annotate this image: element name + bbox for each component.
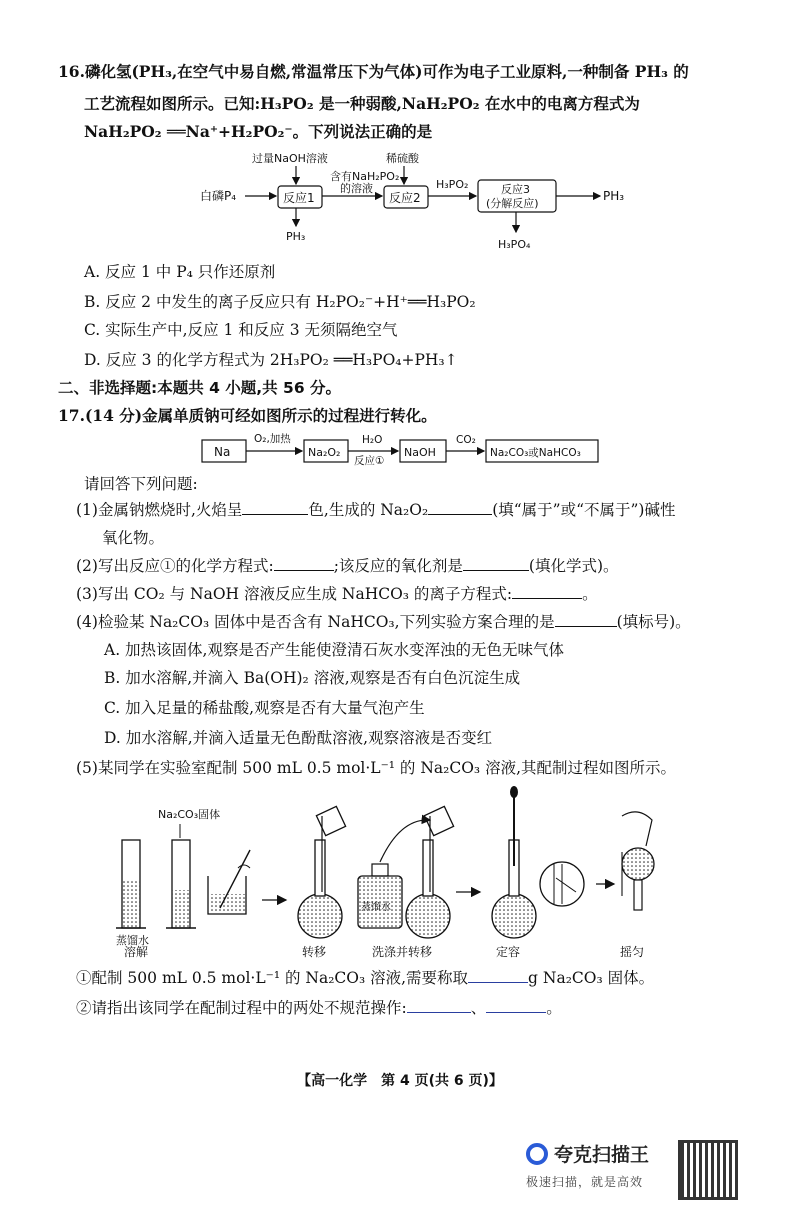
wash-bottle-icon [358, 864, 402, 928]
q16-stem-line2: 工艺流程如图所示。已知:H₃PO₂ 是一种弱酸,NaH₂PO₂ 在水中的电离方程式为 [84, 94, 640, 113]
fig-solid-label: Na₂CO₃固体 [158, 808, 221, 821]
q17-part3: (3)写出 CO₂ 与 NaOH 溶液反应生成 NaHCO₃ 的离子方程式: 。 [76, 585, 598, 603]
q17-part1-cont: 氧化物。 [102, 529, 165, 547]
fig-step-transfer: 转移 [302, 945, 327, 958]
flow-output: PH₃ [603, 189, 625, 203]
flow-byproduct: H₃PO₄ [498, 238, 531, 251]
chain-arrow3-label: CO₂ [456, 434, 476, 446]
chain-final: Na₂CO₃或NaHCO₃ [490, 447, 581, 459]
q17-part4-option-d: D. 加水溶解,并滴入适量无色酚酞溶液,观察溶液是否变红 [104, 729, 493, 747]
answer-blank[interactable] [512, 584, 582, 599]
q17-prompt: 请回答下列问题: [84, 475, 198, 493]
q16-option-a: A. 反应 1 中 P₄ 只作还原剂 [84, 263, 276, 281]
beaker-stir-icon [208, 850, 250, 914]
flow-reagent1: 过量NaOH溶液 [252, 152, 328, 165]
answer-blank[interactable] [274, 556, 334, 571]
q17-part5: (5)某同学在实验室配制 500 mL 0.5 mol·L⁻¹ 的 Na₂CO₃ 溶液,其配制过程如图所示。 [76, 759, 676, 777]
answer-blank[interactable] [242, 500, 308, 515]
q17-part4-option-a: A. 加热该固体,观察是否产生能使澄清石灰水变浑浊的无色无味气体 [104, 641, 564, 659]
fig-step-shake: 摇匀 [620, 945, 645, 958]
fig-step-fix-volume: 定容 [496, 945, 521, 958]
answer-blank[interactable] [468, 968, 528, 983]
answer-blank[interactable] [486, 998, 546, 1013]
q17-chain-diagram [200, 430, 610, 470]
answer-blank[interactable] [428, 500, 492, 515]
scanner-brand: 夸克扫描王 [554, 1144, 650, 1166]
volumetric-flask-icon [406, 806, 454, 938]
answer-blank[interactable] [463, 556, 529, 571]
scanner-slogan: 极速扫描，就是高效 [526, 1175, 644, 1189]
flow-reaction2: 反应2 [389, 191, 421, 205]
q16-option-b: B. 反应 2 中发生的离子反应只有 H₂PO₂⁻+H⁺══H₃PO₂ [84, 293, 476, 311]
qr-code-icon [678, 1140, 738, 1200]
flow-reaction3a: 反应3 [501, 183, 530, 196]
answer-blank[interactable] [407, 998, 471, 1013]
volumetric-flask-icon [492, 786, 536, 938]
fig-water-label: 蒸馏水 [116, 934, 149, 947]
scanner-logo-icon [526, 1143, 548, 1165]
chain-na2o2: Na₂O₂ [308, 446, 341, 459]
flow-reagent2: 稀硫酸 [386, 152, 419, 165]
chain-arrow2-bottom: 反应① [354, 455, 385, 467]
q16-flow-diagram [190, 148, 670, 258]
flow-mid1a: 含有NaH₂PO₂ [330, 170, 400, 183]
flow-reaction3b: (分解反应) [486, 197, 539, 210]
graduated-cylinder-icon [116, 840, 146, 928]
chain-arrow2-top: H₂O [362, 434, 383, 446]
flow-input: 白磷P₄ [200, 189, 237, 203]
flow-reaction1: 反应1 [283, 191, 315, 205]
fig-water-bottle-label: 蒸馏水 [361, 902, 391, 913]
graduated-cylinder-icon [166, 840, 196, 928]
q16-stem-line3: NaH₂PO₂ ══Na⁺+H₂PO₂⁻。下列说法正确的是 [84, 122, 433, 141]
scanner-watermark [526, 1140, 649, 1190]
chain-naoh: NaOH [404, 446, 436, 459]
q17-part4: (4)检验某 Na₂CO₃ 固体中是否含有 NaHCO₃,下列实验方案合理的是 (填标号)。 [76, 613, 691, 631]
chain-arrow1-label: O₂,加热 [254, 433, 291, 445]
q17-part1: (1)金属钠燃烧时,火焰呈 色,生成的 Na₂O₂ (填“属于”或“不属于”)碱性 [76, 501, 676, 519]
q17-part5-sub2: ②请指出该同学在配制过程中的两处不规范操作: 、 。 [76, 999, 562, 1017]
q17-intro: 17.(14 分)金属单质钠可经如图所示的过程进行转化。 [58, 406, 437, 425]
q16-stem-line1: 16.磷化氢(PH₃,在空气中易自燃,常温常压下为气体)可作为电子工业原料,一种制备 PH₃ 的 [58, 62, 689, 81]
flow-mid1b: 的溶液 [340, 182, 373, 195]
q17-part4-option-c: C. 加入足量的稀盐酸,观察是否有大量气泡产生 [104, 699, 425, 717]
q16-option-d: D. 反应 3 的化学方程式为 2H₃PO₂ ══H₃PO₄+PH₃↑ [84, 351, 458, 369]
answer-blank[interactable] [555, 612, 617, 627]
q17-part4-option-b: B. 加水溶解,并滴入 Ba(OH)₂ 溶液,观察是否有白色沉淀生成 [104, 669, 521, 687]
fig-step-dissolve: 溶解 [124, 945, 149, 958]
volumetric-flask-icon [298, 806, 346, 938]
q16-option-c: C. 实际生产中,反应 1 和反应 3 无须隔绝空气 [84, 321, 398, 339]
section-heading: 二、非选择题:本题共 4 小题,共 56 分。 [58, 379, 342, 397]
fig-step-wash: 洗涤并转移 [372, 945, 433, 958]
flow-product1: PH₃ [286, 230, 306, 243]
flow-mid2: H₃PO₂ [436, 178, 469, 191]
page-footer: 【高一化学 第 4 页(共 6 页)】 [297, 1073, 503, 1089]
magnifier-icon [540, 862, 584, 906]
q17-part5-sub1: ①配制 500 mL 0.5 mol·L⁻¹ 的 Na₂CO₃ 溶液,需要称取 g Na₂CO₃ 固体。 [76, 969, 655, 987]
solution-prep-figure [110, 780, 670, 958]
shaking-flask-icon [622, 812, 654, 910]
q17-part2: (2)写出反应①的化学方程式: ;该反应的氧化剂是 (填化学式)。 [76, 557, 619, 575]
chain-na: Na [214, 445, 231, 459]
